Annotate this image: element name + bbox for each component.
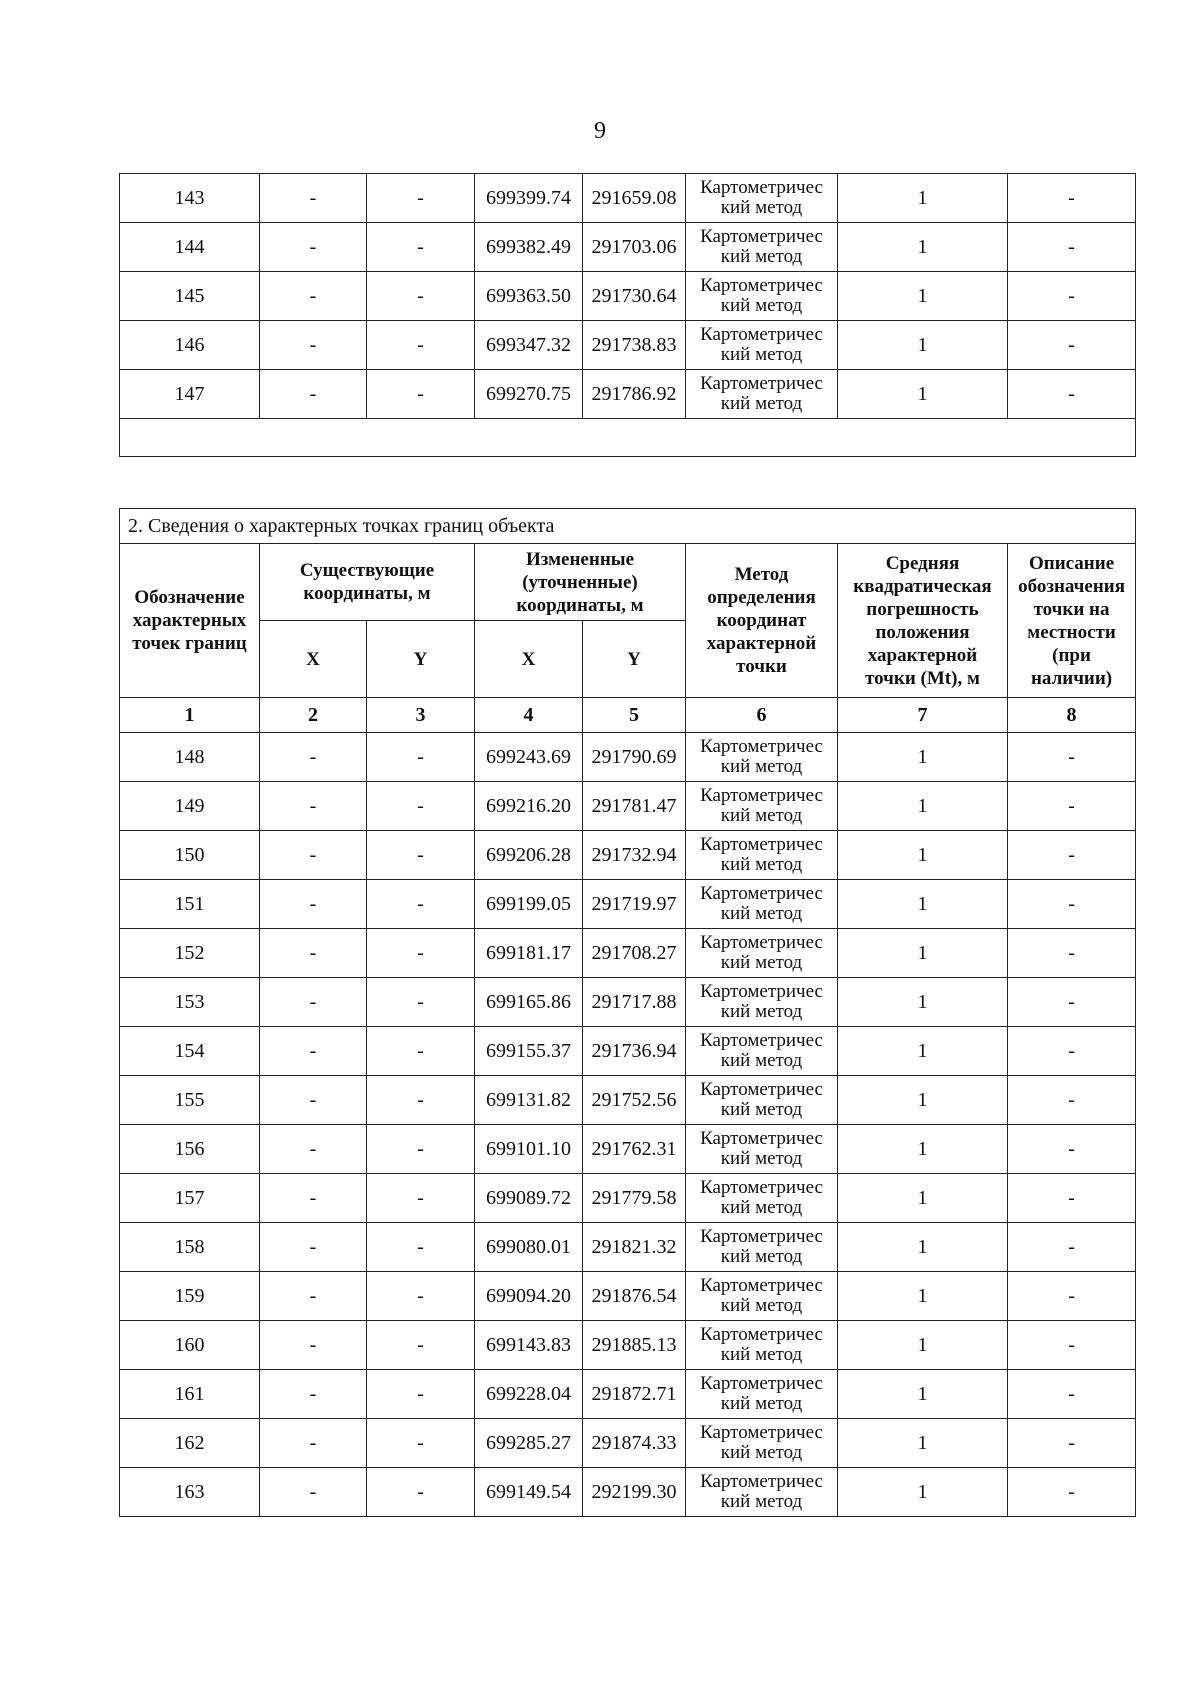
existing-y: - xyxy=(367,321,475,370)
column-number: 1 xyxy=(120,698,260,733)
method-line: Картометричес xyxy=(700,324,823,345)
existing-y: - xyxy=(367,272,475,321)
method xyxy=(686,880,838,929)
method-line: кий метод xyxy=(720,756,803,777)
description: - xyxy=(1008,1419,1136,1468)
method-line: Картометричес xyxy=(700,1226,823,1247)
method-line: кий метод xyxy=(720,1148,803,1169)
existing-y: - xyxy=(367,733,475,782)
existing-x: - xyxy=(260,1419,367,1468)
method-line: кий метод xyxy=(720,1393,803,1414)
header-line: координаты, м xyxy=(516,594,644,616)
header-changed-y: Y xyxy=(583,621,686,698)
table-row xyxy=(120,1272,1136,1321)
changed-y: 291703.06 xyxy=(583,223,686,272)
table1-body xyxy=(120,174,1136,457)
changed-y: 291708.27 xyxy=(583,929,686,978)
method-line: Картометричес xyxy=(700,1422,823,1443)
description: - xyxy=(1008,223,1136,272)
existing-y: - xyxy=(367,1027,475,1076)
changed-y: 291821.32 xyxy=(583,1223,686,1272)
header-line: наличии) xyxy=(1030,667,1113,689)
existing-y: - xyxy=(367,831,475,880)
method-line: кий метод xyxy=(720,246,803,267)
method xyxy=(686,831,838,880)
mean-square-error: 1 xyxy=(838,929,1008,978)
method-line: Картометричес xyxy=(700,1128,823,1149)
method xyxy=(686,1174,838,1223)
description: - xyxy=(1008,880,1136,929)
method xyxy=(686,1370,838,1419)
header-line: определения xyxy=(707,587,816,608)
existing-x: - xyxy=(260,978,367,1027)
existing-y: - xyxy=(367,370,475,419)
changed-x: 699216.20 xyxy=(475,782,583,831)
table-row xyxy=(120,1370,1136,1419)
header-changed-x: X xyxy=(475,621,583,698)
column-number: 3 xyxy=(367,698,475,733)
existing-y: - xyxy=(367,1370,475,1419)
method xyxy=(686,733,838,782)
column-number: 7 xyxy=(838,698,1008,733)
method-line: Картометричес xyxy=(700,785,823,806)
changed-x: 699181.17 xyxy=(475,929,583,978)
mean-square-error: 1 xyxy=(838,880,1008,929)
changed-y: 291876.54 xyxy=(583,1272,686,1321)
description: - xyxy=(1008,1370,1136,1419)
changed-x: 699347.32 xyxy=(475,321,583,370)
point-designation: 161 xyxy=(120,1370,260,1419)
table-row xyxy=(120,880,1136,929)
header-line: точки (Mt), м xyxy=(865,667,980,689)
point-designation: 148 xyxy=(120,733,260,782)
method xyxy=(686,1468,838,1517)
existing-x: - xyxy=(260,1370,367,1419)
point-designation: 157 xyxy=(120,1174,260,1223)
method-line: кий метод xyxy=(720,1491,803,1512)
header-description xyxy=(1008,544,1136,698)
method-line: Картометричес xyxy=(700,1373,823,1394)
changed-y: 291738.83 xyxy=(583,321,686,370)
description: - xyxy=(1008,929,1136,978)
table-row xyxy=(120,1076,1136,1125)
existing-y: - xyxy=(367,1419,475,1468)
mean-square-error: 1 xyxy=(838,370,1008,419)
description: - xyxy=(1008,1174,1136,1223)
existing-x: - xyxy=(260,782,367,831)
method-line: Картометричес xyxy=(700,981,823,1002)
mean-square-error: 1 xyxy=(838,1125,1008,1174)
table-row xyxy=(120,321,1136,370)
method xyxy=(686,782,838,831)
header-line: характерной xyxy=(867,644,978,666)
point-designation: 154 xyxy=(120,1027,260,1076)
mean-square-error: 1 xyxy=(838,978,1008,1027)
changed-y: 291874.33 xyxy=(583,1419,686,1468)
existing-x: - xyxy=(260,1076,367,1125)
description: - xyxy=(1008,831,1136,880)
method-line: кий метод xyxy=(720,952,803,973)
method-line: Картометричес xyxy=(700,932,823,953)
existing-x: - xyxy=(260,1027,367,1076)
column-number: 4 xyxy=(475,698,583,733)
header-point-designation xyxy=(120,544,260,698)
existing-y: - xyxy=(367,1125,475,1174)
column-number: 8 xyxy=(1008,698,1136,733)
changed-x: 699285.27 xyxy=(475,1419,583,1468)
point-designation: 146 xyxy=(120,321,260,370)
method-line: Картометричес xyxy=(700,177,823,198)
point-designation: 145 xyxy=(120,272,260,321)
existing-y: - xyxy=(367,782,475,831)
header-line: координаты, м xyxy=(303,583,431,604)
table-row xyxy=(120,1223,1136,1272)
table-row xyxy=(120,1027,1136,1076)
changed-x: 699206.28 xyxy=(475,831,583,880)
changed-y: 291730.64 xyxy=(583,272,686,321)
changed-x: 699155.37 xyxy=(475,1027,583,1076)
column-number: 5 xyxy=(583,698,686,733)
mean-square-error: 1 xyxy=(838,733,1008,782)
method-line: кий метод xyxy=(720,805,803,826)
method xyxy=(686,272,838,321)
point-designation: 163 xyxy=(120,1468,260,1517)
existing-x: - xyxy=(260,272,367,321)
changed-y: 291872.71 xyxy=(583,1370,686,1419)
column-number: 6 xyxy=(686,698,838,733)
changed-x: 699149.54 xyxy=(475,1468,583,1517)
mean-square-error: 1 xyxy=(838,831,1008,880)
changed-x: 699089.72 xyxy=(475,1174,583,1223)
table-row xyxy=(120,978,1136,1027)
mean-square-error: 1 xyxy=(838,223,1008,272)
method xyxy=(686,929,838,978)
mean-square-error: 1 xyxy=(838,1321,1008,1370)
existing-x: - xyxy=(260,174,367,223)
header-line: Измененные xyxy=(525,548,635,570)
existing-y: - xyxy=(367,1223,475,1272)
page-number: 9 xyxy=(594,118,606,144)
blank-cell xyxy=(120,419,1136,457)
table-row xyxy=(120,733,1136,782)
description: - xyxy=(1008,1076,1136,1125)
method-line: кий метод xyxy=(720,1295,803,1316)
point-designation: 144 xyxy=(120,223,260,272)
changed-x: 699143.83 xyxy=(475,1321,583,1370)
method-line: кий метод xyxy=(720,903,803,924)
existing-y: - xyxy=(367,1174,475,1223)
method xyxy=(686,1419,838,1468)
header-existing-y: Y xyxy=(367,621,475,698)
existing-y: - xyxy=(367,1076,475,1125)
description: - xyxy=(1008,1272,1136,1321)
existing-x: - xyxy=(260,880,367,929)
header-line: (при xyxy=(1052,644,1091,666)
method-line: Картометричес xyxy=(700,1275,823,1296)
header-existing-x: X xyxy=(260,621,367,698)
existing-y: - xyxy=(367,174,475,223)
changed-y: 291762.31 xyxy=(583,1125,686,1174)
changed-x: 699094.20 xyxy=(475,1272,583,1321)
changed-y: 291781.47 xyxy=(583,782,686,831)
existing-y: - xyxy=(367,1468,475,1517)
method-line: кий метод xyxy=(720,1344,803,1365)
changed-y: 291752.56 xyxy=(583,1076,686,1125)
header-mean-square-error xyxy=(838,544,1008,698)
changed-x: 699165.86 xyxy=(475,978,583,1027)
changed-x: 699363.50 xyxy=(475,272,583,321)
header-line: характерной xyxy=(706,633,817,654)
method-line: кий метод xyxy=(720,344,803,365)
method-line: Картометричес xyxy=(700,883,823,904)
method-line: Картометричес xyxy=(700,1324,823,1345)
method-line: кий метод xyxy=(720,1001,803,1022)
header-line: Средняя xyxy=(885,552,960,574)
existing-y: - xyxy=(367,1321,475,1370)
table-row xyxy=(120,1468,1136,1517)
table-row xyxy=(120,1174,1136,1223)
existing-y: - xyxy=(367,929,475,978)
description: - xyxy=(1008,1223,1136,1272)
existing-y: - xyxy=(367,880,475,929)
header-method xyxy=(686,544,838,698)
description: - xyxy=(1008,1027,1136,1076)
table-row xyxy=(120,370,1136,419)
description: - xyxy=(1008,1468,1136,1517)
method xyxy=(686,1027,838,1076)
method xyxy=(686,1125,838,1174)
header-line: погрешность xyxy=(866,598,979,620)
existing-y: - xyxy=(367,1272,475,1321)
header-line: обозначения xyxy=(1018,575,1125,597)
description: - xyxy=(1008,321,1136,370)
blank-row xyxy=(120,419,1136,457)
header-changed-coordinates xyxy=(475,544,686,621)
changed-y: 291786.92 xyxy=(583,370,686,419)
changed-x: 699382.49 xyxy=(475,223,583,272)
description: - xyxy=(1008,174,1136,223)
method-line: кий метод xyxy=(720,295,803,316)
method xyxy=(686,1321,838,1370)
table-row xyxy=(120,929,1136,978)
existing-x: - xyxy=(260,1468,367,1517)
changed-y: 291885.13 xyxy=(583,1321,686,1370)
changed-x: 699243.69 xyxy=(475,733,583,782)
method xyxy=(686,370,838,419)
header-line: (уточненные) xyxy=(522,571,638,593)
method-line: кий метод xyxy=(720,1246,803,1267)
point-designation: 143 xyxy=(120,174,260,223)
existing-x: - xyxy=(260,1125,367,1174)
method-line: Картометричес xyxy=(700,736,823,757)
changed-x: 699131.82 xyxy=(475,1076,583,1125)
method-line: кий метод xyxy=(720,1050,803,1071)
changed-x: 699080.01 xyxy=(475,1223,583,1272)
table-row xyxy=(120,1419,1136,1468)
description: - xyxy=(1008,272,1136,321)
description: - xyxy=(1008,978,1136,1027)
point-designation: 155 xyxy=(120,1076,260,1125)
mean-square-error: 1 xyxy=(838,1027,1008,1076)
table-row xyxy=(120,1125,1136,1174)
header-line: Существующие xyxy=(299,560,435,581)
method-line: Картометричес xyxy=(700,1030,823,1051)
description: - xyxy=(1008,1321,1136,1370)
header-line: Обозначение xyxy=(134,587,245,608)
point-designation: 156 xyxy=(120,1125,260,1174)
method-line: Картометричес xyxy=(700,1471,823,1492)
changed-y: 292199.30 xyxy=(583,1468,686,1517)
method xyxy=(686,1076,838,1125)
point-designation: 162 xyxy=(120,1419,260,1468)
changed-y: 291719.97 xyxy=(583,880,686,929)
method-line: Картометричес xyxy=(700,226,823,247)
method-line: кий метод xyxy=(720,1099,803,1120)
table-row xyxy=(120,174,1136,223)
point-designation: 158 xyxy=(120,1223,260,1272)
table-row xyxy=(120,1321,1136,1370)
changed-x: 699199.05 xyxy=(475,880,583,929)
table-row xyxy=(120,831,1136,880)
table-row xyxy=(120,223,1136,272)
method-line: кий метод xyxy=(720,1197,803,1218)
header-line: точки на xyxy=(1033,598,1110,620)
existing-y: - xyxy=(367,978,475,1027)
existing-x: - xyxy=(260,1174,367,1223)
existing-x: - xyxy=(260,223,367,272)
method xyxy=(686,174,838,223)
mean-square-error: 1 xyxy=(838,174,1008,223)
existing-y: - xyxy=(367,223,475,272)
method xyxy=(686,1272,838,1321)
method-line: Картометричес xyxy=(700,373,823,394)
point-designation: 159 xyxy=(120,1272,260,1321)
point-designation: 149 xyxy=(120,782,260,831)
point-designation: 160 xyxy=(120,1321,260,1370)
description: - xyxy=(1008,733,1136,782)
changed-x: 699228.04 xyxy=(475,1370,583,1419)
method-line: кий метод xyxy=(720,1442,803,1463)
header-line: квадратическая xyxy=(853,575,992,597)
mean-square-error: 1 xyxy=(838,1370,1008,1419)
mean-square-error: 1 xyxy=(838,1468,1008,1517)
header-line: координат xyxy=(716,610,807,631)
header-line: Описание xyxy=(1028,552,1115,574)
header-line: положения xyxy=(875,621,970,643)
table-row xyxy=(120,782,1136,831)
method-line: кий метод xyxy=(720,854,803,875)
point-designation: 147 xyxy=(120,370,260,419)
header-line: местности xyxy=(1027,621,1116,643)
mean-square-error: 1 xyxy=(838,1174,1008,1223)
header-line: точек границ xyxy=(132,633,247,654)
existing-x: - xyxy=(260,1223,367,1272)
header-existing-coordinates xyxy=(260,544,475,621)
point-designation: 151 xyxy=(120,880,260,929)
existing-x: - xyxy=(260,1272,367,1321)
description: - xyxy=(1008,782,1136,831)
method-line: кий метод xyxy=(720,197,803,218)
coordinates-table-continuation xyxy=(119,173,1136,457)
point-designation: 152 xyxy=(120,929,260,978)
changed-y: 291790.69 xyxy=(583,733,686,782)
method xyxy=(686,223,838,272)
method xyxy=(686,1223,838,1272)
method-line: Картометричес xyxy=(700,1177,823,1198)
table-row xyxy=(120,272,1136,321)
header-line: точки xyxy=(736,656,787,677)
existing-x: - xyxy=(260,831,367,880)
column-number: 2 xyxy=(260,698,367,733)
changed-y: 291717.88 xyxy=(583,978,686,1027)
changed-y: 291659.08 xyxy=(583,174,686,223)
method xyxy=(686,321,838,370)
mean-square-error: 1 xyxy=(838,1076,1008,1125)
table2-body xyxy=(120,733,1136,1517)
mean-square-error: 1 xyxy=(838,782,1008,831)
header-line: Метод xyxy=(734,564,789,585)
mean-square-error: 1 xyxy=(838,1419,1008,1468)
column-number-row xyxy=(120,698,1136,733)
changed-y: 291736.94 xyxy=(583,1027,686,1076)
mean-square-error: 1 xyxy=(838,272,1008,321)
mean-square-error: 1 xyxy=(838,1272,1008,1321)
point-designation: 150 xyxy=(120,831,260,880)
boundary-points-table xyxy=(119,508,1136,1517)
changed-x: 699101.10 xyxy=(475,1125,583,1174)
existing-x: - xyxy=(260,733,367,782)
existing-x: - xyxy=(260,370,367,419)
header-line: характерных xyxy=(132,610,247,631)
changed-x: 699399.74 xyxy=(475,174,583,223)
table-title: 2. Сведения о характерных точках границ объекта xyxy=(120,509,1136,544)
mean-square-error: 1 xyxy=(838,321,1008,370)
method-line: Картометричес xyxy=(700,834,823,855)
mean-square-error: 1 xyxy=(838,1223,1008,1272)
method-line: Картометричес xyxy=(700,275,823,296)
description: - xyxy=(1008,370,1136,419)
changed-y: 291779.58 xyxy=(583,1174,686,1223)
method-line: кий метод xyxy=(720,393,803,414)
changed-x: 699270.75 xyxy=(475,370,583,419)
existing-x: - xyxy=(260,929,367,978)
description: - xyxy=(1008,1125,1136,1174)
point-designation: 153 xyxy=(120,978,260,1027)
method-line: Картометричес xyxy=(700,1079,823,1100)
method xyxy=(686,978,838,1027)
existing-x: - xyxy=(260,1321,367,1370)
existing-x: - xyxy=(260,321,367,370)
changed-y: 291732.94 xyxy=(583,831,686,880)
